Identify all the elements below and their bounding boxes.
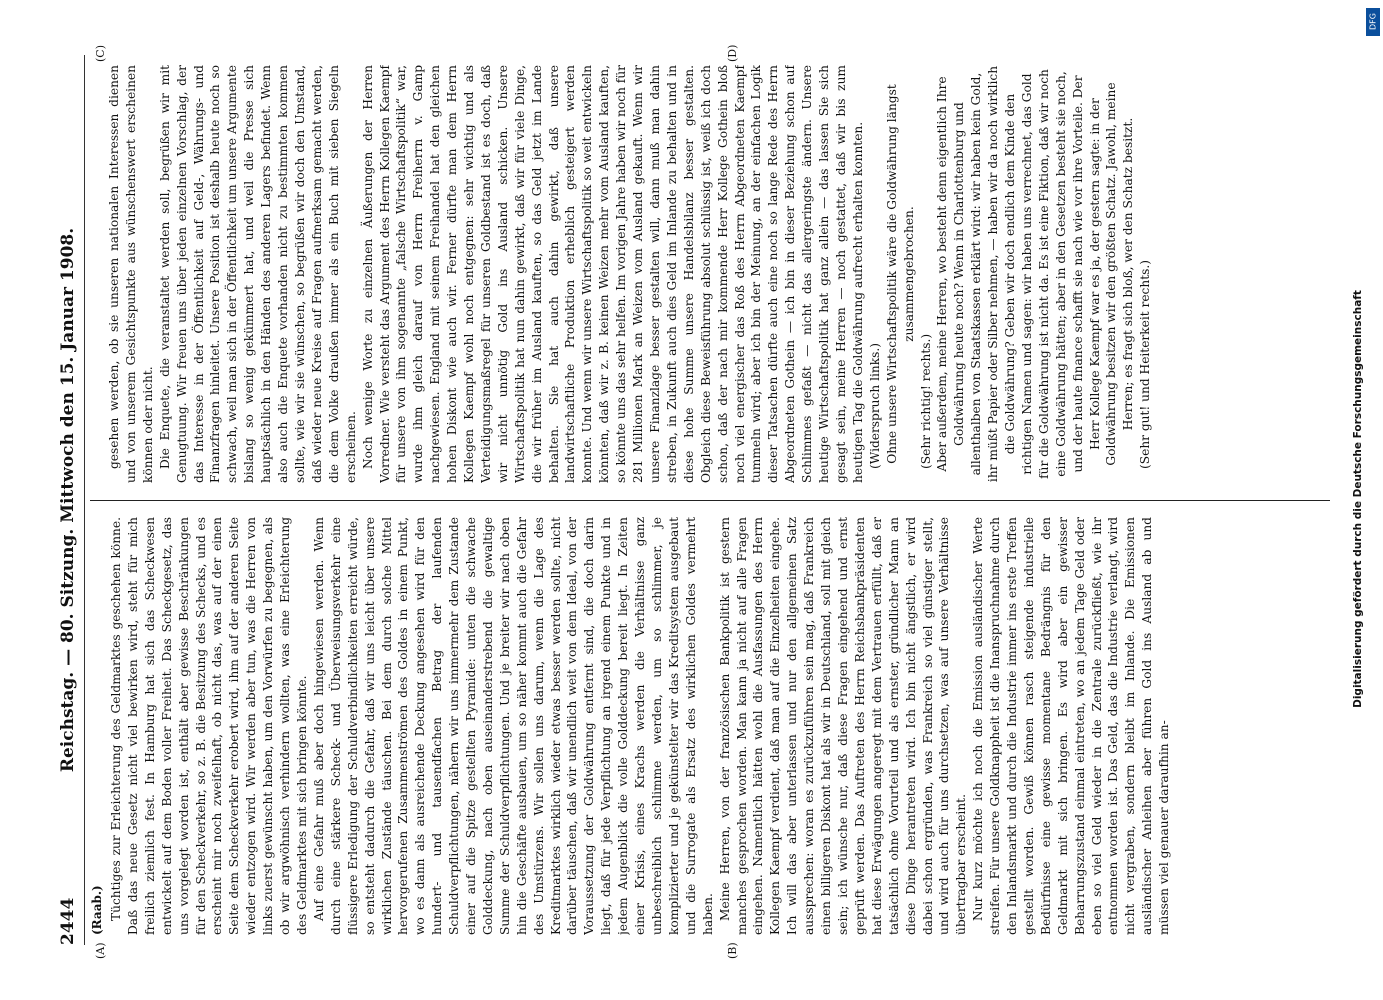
- left-column: [106, 517, 1331, 935]
- header-rule: [84, 55, 85, 945]
- page-header: [54, 55, 84, 945]
- rotated-page: [36, 35, 1346, 965]
- paragraph: (Sehr gut! und Heiterkeit rechts.): [1138, 260, 1153, 469]
- interjection: Ohne unsere Wirtschaftspolitik wäre die Goldwährung längst zusammengebrochen.: [884, 84, 916, 464]
- speaker-label: (Raab.): [90, 885, 104, 935]
- paragraph: (Widerspruch links.): [867, 343, 882, 469]
- paragraph: Meine Herren, von der französischen Bankpolitik ist gestern manches gesprochen worden. Man kann ja nicht auf alle Fragen eingehen. Namentlich hätten wohl die Ausfassungen des Herrn Kollegen Kaempf verdient, daß man auf die Einzelheiten eingehe. Ich will das aber unterlassen und nur den allgemeinen Satz aussprechen: woran es zurückzuführen sein mag, daß Frankreich einen billigeren Diskont hat als wir in Deutschland, soll mit gleich sein; ich wünsche nur, daß diese Fragen eingehend und ernst geprüft werden. Das Auftreten des Herrn Reichsbankpräsidenten hat diese Erwägungen angeregt mit dem Vertrauen erfüllt, daß er tatsächlich ohne Vorurteil und als ernster, gründlicher Mann an diese Dinge herantreten wird. Ich bin nicht ängstlich, er wird dabei schon ergründen, was Frankreich so viel günstiger stellt, und wird auch für uns durchsetzen, was auf unsere Verhältnisse übertragbar erscheint.: [717, 517, 969, 935]
- paragraph: Noch wenige Worte zu einzelnen Äußerungen der Herren Vorredner. Wie versteht das Argument des Herrn Kollegen Kaempf für unsere von ihm sogenannte „falsche Wirtschaftspolitik“ war, wurde ihm gleich darauf von Herrn Freiherrn v. Gamp nachgewiesen. England mit seinem Freihandel hat den gleichen hohen Diskont wie auch wir. Ferner dürfte man dem Herrn Kollegen Kaempf wohl noch entgegnen: sehr wichtig und als Verteidigungsmaßregel für unseren Goldbestand ist es doch, daß wir nicht unnötig Gold ins Ausland schicken. Unsere Wirtschaftspolitik hat nun dahin gewirkt, daß wir für viele Dinge, die wir früher im Ausland kauften, so das Geld jetzt im Lande behalten. Sie hat auch dahin gewirkt, daß unsere landwirtschaftliche Produktion erheblich gesteigert werden konnte. Und wenn wir unsere Wirtschaftspolitik so weit entwickeln könnten, daß wir z. B. keinen Weizen mehr vom Ausland kauften, so könnte uns das sehr helfen. Im vorigen Jahre haben wir noch für 281 Millionen Mark an Weizen vom Ausland gekauft. Wenn wir unsere Finanzlage besser gestalten will, dann muß man dahin streben, in Zukunft auch dies Geld im Inlande zu behalten und in diese hohe Summe unsere Handelsbilanz besser gestalten. Obgleich diese Beweisführung absolut schlüssig ist, weiß ich doch schon, daß der nach mir kommende Herr Kollege Gothein bloß noch viel energischer das Roß des Herrn Abgeordneten Kaempf tummeln wird; aber ich bin der Meinung, an der einfachen Logik dieser Tatsachen dürfte auch eine noch so lange Rede des Herrn Abgeordneten Gothein — ich bin in dieser Beziehung schon auf Schlimmes gefaßt — nicht das allergeringste ändern. Unsere heutige Wirtschaftspolitik hat ganz allein — das lassen Sie sich gesagt sein, meine Herren — noch gestattet, daß wir bis zum heutigen Tag die Goldwährung aufrecht erhalten konnten.: [360, 65, 865, 483]
- margin-marker-b: (B): [726, 942, 739, 959]
- margin-marker-a: (A): [94, 942, 107, 959]
- interjection: Aber außerdem, meine Herren, wo besteht denn eigentlich Ihre Goldwährung heute noch? Wenn in Charlottenburg und allenthalben von Staatskassen erklärt wird: wir haben kein Gold, ihr müßt Papier oder Silber nehmen, — haben wir da noch wirklich die Goldwährung? Geben wir doch endlich dem Kinde den richtigen Namen und sagen: wir haben uns verrechnet, das Gold für die Goldwährung ist nicht da. Es ist eine Fiktion, daß wir noch eine Goldwährung hätten; aber in den Gesetzen besteht sie noch, und der haute finance schafft sie nach wie vor ihre Vorteile. Der Herr Kollege Kaempf war es ja, der gestern sagte: in der Goldwährung besitzen wir den größten Schatz. Jawohl, meine Herren; es fragt sich bloß, wer den Schatz besitzt.: [935, 65, 1136, 483]
- running-title: Reichstag. — 80. Sitzung. Mittwoch den 15. Januar 1908.: [58, 227, 78, 773]
- column-divider: [90, 500, 1330, 501]
- right-column: [106, 65, 1331, 483]
- paragraph: Die Enquete, die veranstaltet werden soll, begrüßen wir mit Genugtuung. Wir freuen uns über jeden einzelnen Vorschlag, der das Interesse in der Öffentlichkeit auf Geld-, Währungs- und Finanzfragen hinleitet. Unsere Position ist deshalb heute noch so schwach, weil man sich in der Öffentlichkeit um unsere Argumente bislang so wenig gekümmert hat, und weil die Presse sich hauptsächlich in den Händen des anderen Lagers befindet. Wenn also auch die Enquete vorhanden nicht zu bestimmten kommen sollte, wie wir sie wünschen, so begrüßen wir doch den Umstand, daß wieder neue Kreise auf Fragen aufmerksam gemacht werden, die dem Volke draußen immer als ein Buch mit sieben Siegeln erscheinen.: [157, 65, 358, 483]
- digitization-credit-text: Digitalisierung gefördert durch die Deutsche Forschungsgemeinschaft: [1352, 289, 1364, 708]
- dfg-logo: DFG: [1366, 8, 1380, 36]
- paragraph: Auf eine Gefahr muß aber doch hingewiesen werden. Wenn durch eine stärkere Scheck- und Überweisungsverkehr eine flüssigere Erledigung der Schuldverbindlichkeiten erreicht würde, so entsteht dadurch die Gefahr, daß wir uns leicht über unsere wirklichen Zustände täuschen. Bei dem durch solche Mittel hervorgerufenen Zusammenströmen des Goldes in einem Punkt, wo es dann als ausreichende Deckung angesehen wird für den hundert- und tausendfachen Betrag der laufenden Schuldverpflichtungen, nähern wir uns immermehr dem Zustande einer auf die Spitze gestellten Pyramide: unten die schwache Golddeckung, nach oben auseinanderstrebend die gewaltige Summe der Schuldverpflichtungen. Und je breiter wir nach oben hin die Geschäfte ausbauen, um so näher kommt auch die Gefahr des Umstürzens. Wir sollen uns darum, wenn die Lage des Kreditmarktes wirklich wieder etwas besser werden sollte, nicht darüber täuschen, daß wir unendlich weit von dem Ideal, von der Voraussetzung der Goldwährung entfernt sind, die doch darin liegt, daß für jede Verpflichtung an irgend einem Punkte und in jedem Augenblick die volle Golddeckung bereit liegt. In Zeiten einer Krisis, eines Krachs werden die Verhältnisse ganz unbeschreiblich schlimme werden, um so schlimmer, je komplizierter und je gekünstelter wir das Kreditsystem ausgebaut und die Surrogate als Ersatz des wirklichen Goldes vermehrt haben.: [311, 517, 715, 935]
- margin-marker-c: (C): [94, 45, 107, 62]
- margin-marker-d: (D): [726, 44, 739, 62]
- paragraph: gesehen werden, ob sie unseren nationalen Interessen dienen und von unserem Gesichtspunkte aus wünschenswert erscheinen können oder nicht.: [107, 65, 155, 483]
- page-number: 2444: [58, 897, 78, 945]
- paragraph: Tüchtiges zur Erleichterung des Geldmarktes geschehen könne. Daß das neue Gesetz nicht viel bewirken wird, steht für mich freilich ziemlich fest. In Hamburg hat sich das Scheckwesen entwickelt auf dem Boden voller Freiheit. Das Scheckgesetz, das uns vorgelegt worden ist, enthält aber gewisse Beschränkungen für den Scheckverkehr, so z. B. die Besitzung des Schecks, und es erscheint mir noch zweifelhaft, ob nicht das, was auf der einen Seite dem Scheckverkehr erobert wird, ihm auf der anderen Seite wieder entzogen wird. Wir werden aber tun, was die Herren von links zuerst gewünscht haben, um den Vorwürfen zu begegnen, als ob wir argwöhnisch verhindern wollten, was eine Erleichterung des Geldmarktes mit sich bringen könnte.: [109, 517, 309, 935]
- digitization-credit: [1339, 8, 1377, 993]
- paragraph: (Sehr richtig! rechts.): [918, 333, 933, 469]
- paragraph: Nur kurz möchte ich noch die Emission ausländischer Werte streifen. Für unsere Goldknappheit ist die Inanspruchnahme durch den Inlandsmarkt und durch die Industrie immer ins erste Treffen gestellt worden. Gewiß können rasch steigende industrielle Bedürfnisse eine gewisse momentane Bedrängnis für den Geldmarkt mit sich bringen. Es wird aber ein gewisser Beharrungszustand einmal eintreten, wo an jedem Tage Geld oder eben so viel Geld wieder in die Zentrale zurückfließt, wie ihr entnommen worden ist. Das Geld, das die Industrie verlangt, wird nicht vergraben, sondern bleibt im Inlande. Die Emissionen ausländischer Anleihen aber führen Gold ins Ausland ab und müssen viel genauer daraufhin an-: [971, 517, 1172, 935]
